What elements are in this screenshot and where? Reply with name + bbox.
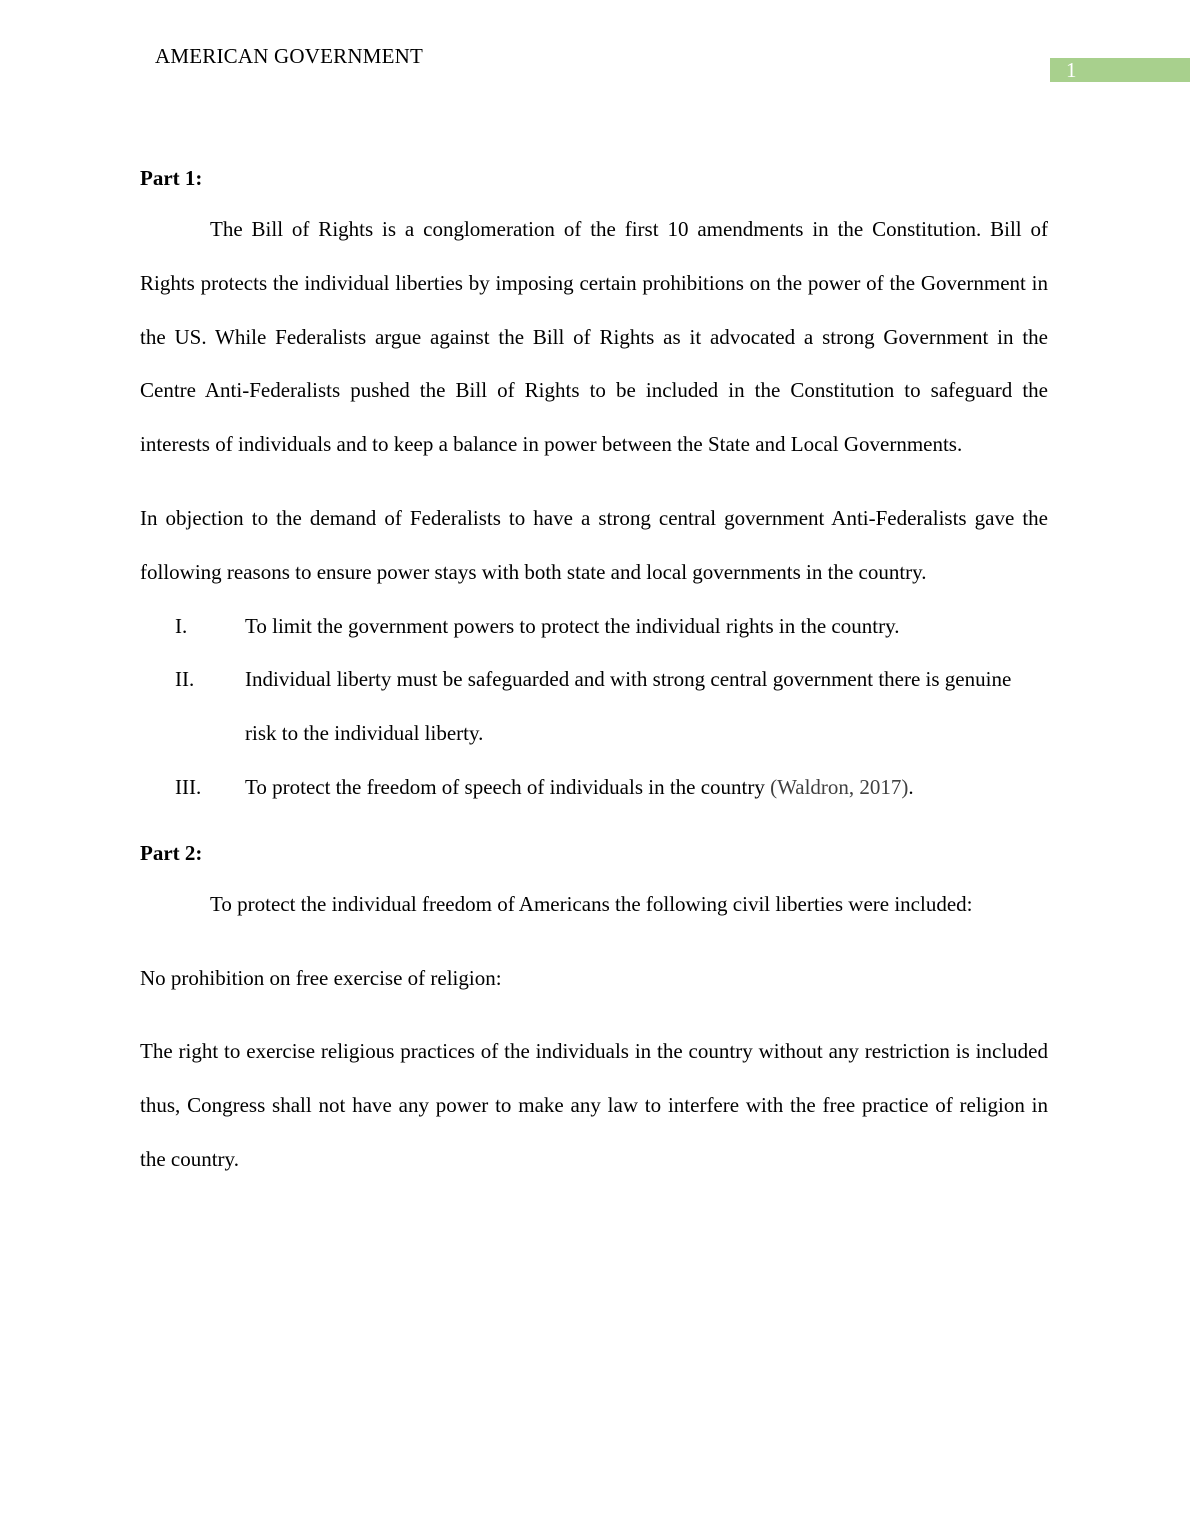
list-item-text: Individual liberty must be safeguarded and with strong central government there is genuine risk to the individual liberty. [245, 667, 1012, 746]
list-item [140, 761, 1048, 815]
document-body [140, 160, 1048, 1187]
list-item-number: I. [175, 613, 188, 638]
part1-paragraph-1: The Bill of Rights is a conglomeration of the first 10 amendments in the Constitution. Bill of Rights protects the individual liberties by imposing certain prohibitions on the power of the Government in the US. While Federalists argue against the Bill of Rights as it advocated a strong Government in the Centre Anti-Federalists pushed the Bill of Rights to be included in the Constitution to safeguard the interests of individuals and to keep a balance in power between the State and Local Governments. [140, 217, 1048, 457]
part2-subheading: No prohibition on free exercise of religion: [140, 965, 502, 990]
citation: (Waldron, 2017) [770, 774, 909, 799]
page-number: 1 [1066, 58, 1077, 82]
part2-paragraph-1: To protect the individual freedom of Americans the following civil liberties were included: [210, 891, 973, 916]
list-item-number: II. [175, 667, 195, 692]
page-number-box [1050, 58, 1190, 82]
part1-heading: Part 1: [140, 166, 203, 190]
list-item-text: To protect the freedom of speech of individuals in the country [245, 774, 771, 799]
list-item-text: To limit the government powers to protect the individual rights in the country. [245, 613, 900, 638]
list-item [140, 600, 1048, 654]
list-item-tail: . [908, 774, 914, 799]
reasons-list [140, 600, 1048, 815]
list-item-number: III. [175, 774, 202, 799]
running-head: AMERICAN GOVERNMENT [155, 44, 424, 68]
part2-paragraph-2: The right to exercise religious practices of the individuals in the country without any restriction is included thus, Congress shall not have any power to make any law to interfere with the free practice of religion in the country. [140, 1039, 1048, 1171]
part1-paragraph-2: In objection to the demand of Federalists to have a strong central government Anti-Federalists gave the following reasons to ensure power stays with both state and local governments in the country. [140, 505, 1048, 584]
list-item [140, 653, 1048, 761]
part2-heading: Part 2: [140, 840, 203, 865]
